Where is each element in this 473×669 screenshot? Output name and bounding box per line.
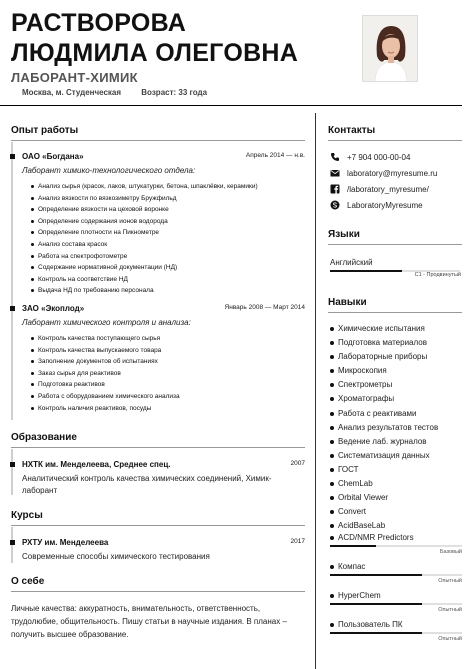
skill-item: Хроматографы [330, 392, 438, 406]
duty-item: Анализ состава красок [31, 239, 305, 251]
skill-item: Лабораторные приборы [330, 350, 438, 364]
tool-bar-fill [330, 545, 376, 547]
surname: РАСТВОРОВА [11, 9, 187, 37]
tool-name: Компас [330, 562, 462, 571]
duty-item: Содержание нормативной документации (НД) [31, 262, 305, 274]
tool-skill [330, 620, 462, 642]
course-entry [22, 538, 305, 563]
language-bar-fill [330, 270, 402, 272]
contacts-heading: Контакты [328, 125, 376, 136]
contacts-rule [328, 140, 462, 141]
tool-bar-fill [330, 603, 422, 605]
courses-edge [11, 527, 13, 563]
contact-email[interactable] [330, 168, 437, 178]
course-marker [10, 540, 15, 545]
tool-skill [330, 533, 462, 555]
job-entry [22, 304, 305, 414]
job-company: ОАО «Богдана» [22, 152, 84, 161]
contact-email-text: laboratory@myresume.ru [347, 169, 438, 178]
contact-phone[interactable] [330, 152, 410, 162]
job-marker [10, 306, 15, 311]
education-year: 2007 [290, 460, 305, 467]
job-role: Лаборант химико-технологического отдела: [22, 166, 196, 175]
education-edge [11, 449, 13, 495]
duty-item: Определение плотности на Пикнометре [31, 227, 305, 239]
experience-heading: Опыт работы [11, 125, 79, 136]
phone-icon [330, 152, 340, 162]
tool-skill [330, 562, 462, 584]
duty-item: Выдача НД по требованию персонала [31, 285, 305, 297]
facebook-icon [330, 184, 340, 194]
experience-rule [11, 140, 305, 141]
duty-item: Контроль качества поступающего сырья [31, 333, 305, 345]
skill-item: Анализ результатов тестов [330, 421, 438, 435]
contact-skype[interactable] [330, 200, 423, 210]
skill-item: Convert [330, 505, 438, 519]
courses-rule [11, 525, 305, 526]
education-school: НХТК им. Менделеева, Среднее спец. [22, 460, 171, 469]
job-marker [10, 154, 15, 159]
tool-bar [330, 632, 462, 634]
tool-bar [330, 574, 462, 576]
duty-item: Анализ сырья (красок, лаков, штукатурки, бетона, шпаклёвки, керамики) [31, 181, 305, 193]
course-year: 2017 [290, 538, 305, 545]
course-school: РХТУ им. Менделеева [22, 538, 109, 547]
about-text: Личные качества: аккуратность, внимательность, ответственность, трудолюбие, общительность. Пишу статьи в научные издания. В планах – получить высшее образование. [11, 604, 287, 639]
job-title: ЛАБОРАНТ-ХИМИК [11, 70, 138, 85]
duty-item: Контроль на соответствие НД [31, 274, 305, 286]
duty-item: Определение содержания ионов водорода [31, 216, 305, 228]
tool-level: Опытный [438, 578, 462, 584]
tool-bar [330, 603, 462, 605]
duty-item: Подготовка реактивов [31, 379, 305, 391]
job-duties [31, 333, 305, 414]
education-description: Аналитический контроль качества химических соединений, Химик-лаборант [22, 474, 272, 495]
skill-item: ГОСТ [330, 463, 438, 477]
location-text: Москва, м. Студенческая [22, 88, 122, 97]
courses-heading: Курсы [11, 510, 43, 521]
skill-item: Химические испытания [330, 322, 438, 336]
language-level: C1 - Продвинутый [414, 272, 461, 278]
duty-item: Заполнение документов об испытаниях [31, 356, 305, 368]
duty-item: Работа с оборудованием химического анализа [31, 391, 305, 403]
tool-bar-fill [330, 632, 422, 634]
age-text: Возраст: 33 года [141, 88, 208, 97]
duty-item: Работа на спектрофотометре [31, 251, 305, 263]
duty-item: Контроль качества выпускаемого товара [31, 345, 305, 357]
tool-name: Пользователь ПК [330, 620, 462, 629]
skill-item: Спектрометры [330, 378, 438, 392]
about-rule [11, 591, 305, 592]
education-rule [11, 447, 305, 448]
personal-meta [22, 88, 225, 97]
about-heading: О себе [11, 576, 45, 587]
tool-name: HyperChem [330, 591, 462, 600]
languages-rule [328, 244, 462, 245]
education-marker [10, 462, 15, 467]
skills-rule [328, 312, 462, 313]
skill-item: Микроскопия [330, 364, 438, 378]
education-entry [22, 460, 305, 497]
job-dates: Апрель 2014 — н.в. [245, 152, 305, 159]
contact-facebook[interactable] [330, 184, 429, 194]
column-divider [315, 113, 316, 669]
skill-item: Работа с реактивами [330, 407, 438, 421]
tool-name: ACD/NMR Predictors [330, 533, 462, 542]
contact-facebook-text: /laboratory_myresume/ [347, 185, 429, 194]
tool-bar-fill [330, 574, 422, 576]
full-name [11, 8, 298, 68]
contact-phone-text: +7 904 000-00-04 [347, 153, 411, 162]
profile-photo [362, 15, 418, 82]
header-divider [0, 105, 462, 106]
given-names: ЛЮДМИЛА ОЛЕГОВНА [11, 39, 299, 67]
experience-edge [11, 142, 13, 420]
tool-bar [330, 545, 462, 547]
skills-heading: Навыки [328, 297, 367, 308]
language-name: Английский [330, 258, 373, 267]
skill-item: AcidBaseLab [330, 519, 438, 533]
skill-item: Систематизация данных [330, 449, 438, 463]
education-heading: Образование [11, 432, 77, 443]
job-duties [31, 181, 305, 297]
tool-level: Опытный [438, 607, 462, 613]
course-description: Современные способы химического тестирования [22, 552, 210, 561]
email-icon [330, 168, 340, 178]
tool-skill [330, 591, 462, 613]
duty-item: Заказ сырья для реактивов [31, 368, 305, 380]
contact-skype-text: LaboratoryMyresume [347, 201, 423, 210]
skill-item: ChemLab [330, 477, 438, 491]
duty-item: Контроль наличия реактивов, посуды [31, 403, 305, 415]
skill-item: Orbital Viewer [330, 491, 438, 505]
job-entry [22, 152, 305, 297]
languages-heading: Языки [328, 229, 360, 240]
duty-item: Определение вязкости на цеховой воронке [31, 204, 305, 216]
skill-item: Ведение лаб. журналов [330, 435, 438, 449]
skills-list [330, 322, 438, 533]
skype-icon [330, 200, 340, 210]
tool-level: Базовый [439, 549, 462, 555]
tool-level: Опытный [438, 636, 462, 642]
job-company: ЗАО «Экоплод» [22, 304, 85, 313]
duty-item: Анализ вязкости по вязкозиметру Бружфильд [31, 193, 305, 205]
job-role: Лаборант химического контроля и анализа: [22, 318, 191, 327]
skill-item: Подготовка материалов [330, 336, 438, 350]
job-dates: Январь 2008 — Март 2014 [224, 304, 305, 311]
